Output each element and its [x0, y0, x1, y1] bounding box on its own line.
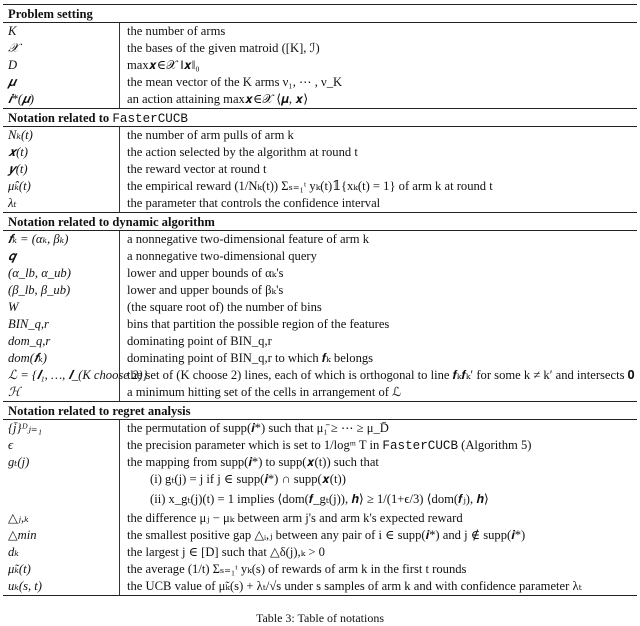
notation-description — [120, 195, 380, 212]
table-row — [3, 195, 637, 212]
section-title: Notation related to dynamic algorithm — [8, 215, 215, 229]
table-row — [3, 333, 637, 350]
notation-description — [120, 127, 294, 144]
table-row — [3, 178, 637, 195]
notation-symbol: 𝒊*(𝝁) — [3, 91, 120, 108]
section-header — [3, 212, 637, 231]
table-row — [3, 367, 637, 384]
description-text: the reward vector at round t — [127, 162, 267, 176]
description-text: dominating point of BIN_q,r to which 𝒇ₖ belongs — [127, 351, 374, 365]
notation-symbol: dom_q,r — [3, 333, 120, 350]
notation-symbol: D — [3, 57, 120, 74]
section-title-code: FasterCUCB — [112, 112, 188, 126]
description-text: the set of (K choose 2) lines, each of which is orthogonal to line 𝒇ₖ𝒇ₖ′ for some k ≠ k′ and intersects 𝟎 — [127, 368, 635, 382]
description-text: (the square root of) the number of bins — [127, 300, 322, 314]
notation-description — [120, 384, 401, 401]
description-tail: (Algorithm 5) — [458, 438, 532, 452]
description-text: the number of arms — [127, 24, 226, 38]
description-text: (ii) x_gₜ(j)(t) = 1 implies ⟨dom(𝒇_gₜ(j)), 𝒉⟩ ≥ 1/(1+ϵ/3) ⟨dom(𝒇ⱼ), 𝒉⟩ — [150, 492, 489, 506]
notation-symbol: △ⱼ,ₖ — [3, 510, 120, 527]
description-text: the UCB value of μ̃ₖ(s) + λₜ/√s under s samples of arm k and with confidence parameter λₜ — [127, 579, 582, 593]
description-text: the smallest positive gap △ᵢ,ⱼ between any pair of i ∈ supp(𝒊*) and j ∉ supp(𝒊*) — [127, 528, 526, 542]
notation-symbol: λₜ — [3, 195, 120, 212]
notation-symbol: ℋ — [3, 384, 120, 401]
table-row — [3, 437, 637, 454]
description-text: lower and upper bounds of βₖ's — [127, 283, 284, 297]
section-title: Notation related to regret analysis — [8, 404, 191, 418]
table-row — [3, 161, 637, 178]
notation-symbol: uₖ(s, t) — [3, 578, 120, 595]
notation-symbol: ϵ — [3, 437, 120, 454]
notation-symbol: 𝒙(t) — [3, 144, 120, 161]
description-text: lower and upper bounds of αₖ's — [127, 266, 284, 280]
table-row — [3, 265, 637, 282]
section-header — [3, 401, 637, 420]
notation-symbol: 𝒒 — [3, 248, 120, 265]
table-row — [3, 316, 637, 333]
notation-description — [120, 527, 525, 544]
description-text: a minimum hitting set of the cells in arrangement of ℒ — [127, 385, 402, 399]
table-row — [3, 420, 637, 437]
table-row — [3, 578, 637, 595]
notation-symbol: BIN_q,r — [3, 316, 120, 333]
table-row — [3, 350, 637, 367]
notation-symbol — [3, 471, 120, 488]
description-text: max𝒙∈𝒳 ‖𝒙‖₀ — [127, 58, 200, 72]
section-header — [3, 4, 637, 23]
table-row — [3, 57, 637, 74]
notation-description — [120, 578, 582, 595]
table-row — [3, 23, 637, 40]
notation-table — [3, 4, 637, 596]
table-row — [3, 127, 637, 144]
table-row — [3, 144, 637, 161]
notation-symbol — [3, 488, 120, 510]
description-text: a nonnegative two-dimensional feature of arm k — [127, 232, 369, 246]
description-text: the action selected by the algorithm at round t — [127, 145, 358, 159]
notation-symbol: 𝒚(t) — [3, 161, 120, 178]
notation-description — [120, 561, 466, 578]
notation-description — [120, 40, 320, 57]
notation-symbol: 𝒳 — [3, 40, 120, 57]
notation-description — [120, 488, 489, 510]
notation-description — [120, 23, 225, 40]
notation-symbol: 𝝁 — [3, 74, 120, 91]
notation-symbol: {j̄}ᴰⱼ₌₁ — [3, 420, 120, 437]
notation-description — [120, 420, 389, 437]
notation-symbol: μ̂ₖ(t) — [3, 178, 120, 195]
table-row — [3, 471, 637, 488]
description-text: the permutation of supp(𝒊*) such that μ₁̄ ≥ ⋯ ≥ μ_D̄ — [127, 421, 389, 435]
table-row — [3, 510, 637, 527]
table-row — [3, 384, 637, 401]
description-text: a nonnegative two-dimensional query — [127, 249, 317, 263]
description-text: the number of arm pulls of arm k — [127, 128, 294, 142]
table-row — [3, 248, 637, 265]
notation-description — [120, 265, 284, 282]
description-text: the empirical reward (1/Nₖ(t)) Σₛ₌₁ᵗ yₖ(t)𝟙{xₖ(t) = 1} of arm k at round t — [127, 179, 493, 193]
notation-description — [120, 161, 267, 178]
description-code: FasterCUCB — [382, 439, 458, 453]
description-text: the parameter that controls the confidence interval — [127, 196, 381, 210]
notation-symbol: dom(𝒇ₖ) — [3, 350, 120, 367]
notation-description — [120, 282, 283, 299]
table-row — [3, 544, 637, 561]
notation-symbol: ℒ = {𝒍₁, …, 𝒍_(K choose 2)} — [3, 367, 120, 384]
description-text: bins that partition the possible region of the features — [127, 317, 390, 331]
description-text: the average (1/t) Σₛ₌₁ᵗ yₖ(s) of rewards of arm k in the first t rounds — [127, 562, 467, 576]
table-row — [3, 488, 637, 510]
notation-description — [120, 316, 389, 333]
table-row — [3, 299, 637, 316]
table-bottom-rule — [3, 595, 637, 596]
notation-symbol: μ̃ₖ(t) — [3, 561, 120, 578]
notation-description — [120, 91, 308, 108]
notation-description — [120, 437, 531, 454]
notation-symbol: W — [3, 299, 120, 316]
notation-description — [120, 367, 635, 384]
table-row — [3, 231, 637, 248]
table-caption: Table 3: Table of notations — [255, 611, 385, 625]
notation-description — [120, 333, 272, 350]
notation-description — [120, 231, 369, 248]
notation-description — [120, 510, 463, 527]
table-row — [3, 561, 637, 578]
notation-description — [120, 57, 200, 74]
notation-symbol: gₜ(j) — [3, 454, 120, 471]
notation-symbol: Nₖ(t) — [3, 127, 120, 144]
description-text: the mapping from supp(𝒊*) to supp(𝒙(t)) such that — [127, 455, 379, 469]
notation-symbol: K — [3, 23, 120, 40]
notation-description — [120, 74, 342, 91]
section-title: Notation related to — [8, 111, 113, 125]
notation-symbol: (β_lb, β_ub) — [3, 282, 120, 299]
notation-description — [120, 350, 373, 367]
description-text: the mean vector of the K arms ν₁, ⋯ , ν_K — [127, 75, 343, 89]
table-row — [3, 527, 637, 544]
table-row — [3, 91, 637, 108]
notation-symbol: △min — [3, 527, 120, 544]
notation-symbol: 𝒇ₖ = (αₖ, βₖ) — [3, 231, 120, 248]
description-text: an action attaining max𝒙∈𝒳 ⟨𝝁, 𝒙⟩ — [127, 92, 309, 106]
description-text: the difference μⱼ − μₖ between arm j's and arm k's expected reward — [127, 511, 463, 525]
description-text: the precision parameter which is set to 1/logᵐ T in — [127, 438, 383, 452]
notation-description — [120, 144, 358, 161]
table-row — [3, 40, 637, 57]
section-title: Problem setting — [8, 7, 93, 21]
table-row — [3, 282, 637, 299]
description-text: the largest j ∈ [D] such that △δ(j),ₖ > 0 — [127, 545, 325, 559]
notation-symbol: dₖ — [3, 544, 120, 561]
notation-symbol: (α_lb, α_ub) — [3, 265, 120, 282]
description-text: the bases of the given matroid ([K], ℐ) — [127, 41, 320, 55]
notation-description — [120, 471, 346, 488]
section-header — [3, 108, 637, 127]
notation-description — [120, 299, 322, 316]
description-text: (i) gₜ(j) = j if j ∈ supp(𝒊*) ∩ supp(𝒙(t)) — [150, 472, 346, 486]
notation-description — [120, 248, 317, 265]
notation-description — [120, 178, 493, 195]
notation-description — [120, 544, 325, 561]
notation-description — [120, 454, 379, 471]
table-row — [3, 74, 637, 91]
description-text: dominating point of BIN_q,r — [127, 334, 272, 348]
table-row — [3, 454, 637, 471]
